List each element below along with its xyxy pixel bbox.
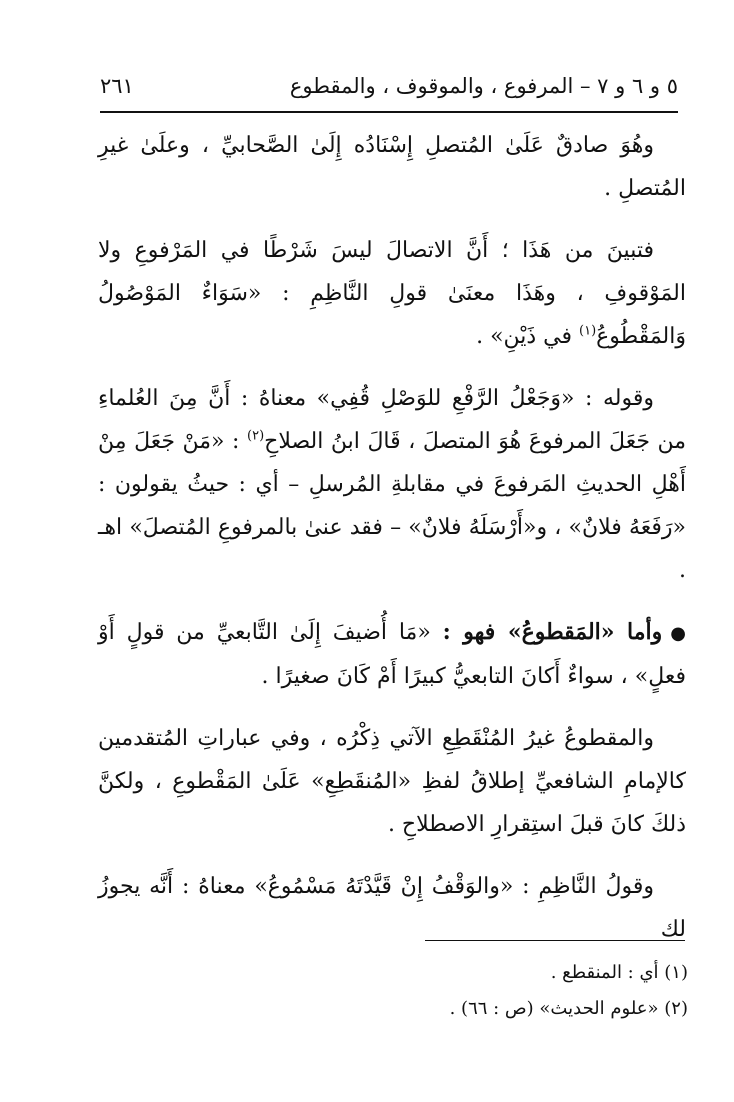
- chapter-title: ٥ و ٦ و ٧ – المرفوع ، والموقوف ، والمقطوع: [289, 74, 678, 98]
- footnote: (١) أي : المنقطع .: [550, 962, 688, 983]
- paragraph-text: «مَا أُضيفَ إِلَىٰ التَّابعيِّ من قولٍ أَوْ فعلٍ» ، سواءٌ أَكانَ التابعيُّ كبيرًا أَمْ كَانَ صغيرًا .: [98, 620, 686, 689]
- paragraph: [98, 865, 686, 951]
- paragraph-text: والمقطوعُ غيرُ المُنْقَطِعِ الآتي ذِكْرُه ، وفي عباراتِ المُتقدمين كالإمامِ الشافعيِّ إطلاقُ لفظِ «المُنقَطِعِ» عَلَىٰ المَقْطوعِ ، ولكنَّ ذلكَ كانَ قبلَ استِقرارِ الاصطلاحِ .: [98, 726, 686, 837]
- running-header: [100, 72, 678, 106]
- paragraph: [98, 377, 686, 592]
- paragraph: [98, 717, 686, 846]
- section-lead: وأما «المَقطوعُ» فهو :: [442, 619, 663, 645]
- paragraph: [98, 124, 686, 210]
- paragraph-text: في ذَيْنِ» .: [476, 324, 580, 349]
- paragraph-text: وقوله : «وَجَعْلُ الرَّفْعِ للوَصْلِ قُفِي» معناهُ : أَنَّ مِنَ العُلماءِ من جَعَلَ المرفوعَ هُوَ المتصلَ ، قَالَ ابنُ الصلاحِ: [98, 386, 686, 454]
- footnote-reference[interactable]: (١): [579, 323, 597, 339]
- bullet-icon: ●: [670, 623, 687, 644]
- paragraph-text: وقولُ النَّاظِمِ : «والوَقْفُ إِنْ قَيَّدْتَهُ مَسْمُوعُ» معناهُ : أَنَّه يجوزُ لك: [98, 874, 686, 942]
- header-divider: [100, 111, 678, 113]
- footnote-reference[interactable]: (٢): [247, 428, 265, 444]
- footnote-divider: [425, 940, 685, 941]
- paragraph-text: فتبينَ من هَذَا ؛ أَنَّ الاتصالَ ليسَ شَرْطًا في المَرْفوعِ ولا المَوْقوفِ ، وهَذَا معنَىٰ قولِ النَّاظِمِ : «سَوَاءٌ المَوْصُولُ وَالمَقْطُوعُ: [98, 238, 686, 349]
- footnotes: [98, 958, 688, 1030]
- paragraph-text: وهُوَ صادقٌ عَلَىٰ المُتصلِ إِسْنَادُه إِلَىٰ الصَّحابيِّ ، وعلَىٰ غيرِ المُتصلِ .: [98, 133, 686, 201]
- footnote: (٢) «علوم الحديث» (ص : ٦٦) .: [449, 998, 688, 1019]
- main-text: [98, 124, 686, 970]
- page-number: ٢٦١: [100, 74, 134, 98]
- paragraph: [98, 229, 686, 358]
- paragraph-text: : «مَنْ جَعَلَ مِنْ أَهْلِ الحديثِ المَرفوعَ في مقابلةِ المُرسلِ – أي : حيثُ يقولون : «رَفَعَهُ فلانٌ» ، و«أَرْسَلَهُ فلانٌ» – فقد عنىٰ بالمرفوعِ المُتصلَ» اهـ .: [98, 429, 686, 583]
- paragraph: [98, 611, 686, 698]
